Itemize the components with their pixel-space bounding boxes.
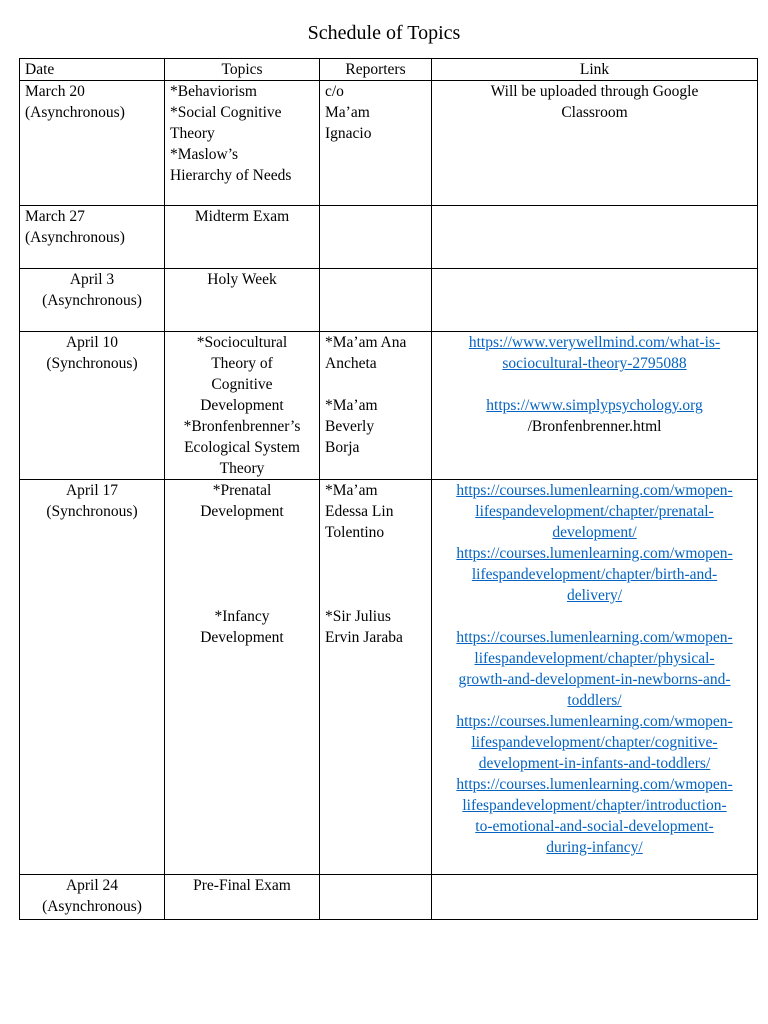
date-cell [20, 206, 165, 269]
date-text: April 10 [65, 334, 119, 351]
table-header-row [20, 59, 758, 81]
table-row [20, 480, 758, 875]
reporter-text: *Ma’am [325, 397, 378, 414]
schedule-table [19, 58, 758, 920]
link-cell [432, 480, 758, 875]
date-text: March 20 [25, 83, 85, 100]
link-cell [432, 875, 758, 920]
spacer [170, 543, 314, 564]
date-cell [20, 875, 165, 920]
reference-link[interactable]: lifespandevelopment/chapter/prenatal- [475, 503, 714, 520]
reference-link[interactable]: development/ [552, 524, 637, 541]
reporter-text: Edessa Lin [325, 503, 394, 520]
reporters-cell [320, 480, 432, 875]
session-type-text: (Asynchronous) [42, 898, 142, 915]
link-cell [432, 332, 758, 480]
column-header-topics: Topics [165, 59, 320, 81]
date-text: March 27 [25, 208, 85, 225]
spacer [325, 543, 426, 564]
reference-link[interactable]: https://courses.lumenlearning.com/wmopen- [456, 629, 733, 646]
spacer [325, 585, 426, 606]
topic-text: *Prenatal [212, 482, 272, 499]
date-cell [20, 332, 165, 480]
reference-link[interactable]: https://www.simplypsychology.org [486, 397, 703, 414]
table-row [20, 875, 758, 920]
reporter-text: Beverly [325, 418, 375, 435]
link-note-text: Classroom [561, 104, 628, 121]
reference-link[interactable]: during-infancy/ [546, 839, 643, 856]
reporters-cell [320, 875, 432, 920]
session-type-text: (Asynchronous) [25, 104, 125, 121]
table-row [20, 332, 758, 480]
reference-link[interactable]: lifespandevelopment/chapter/introduction- [462, 797, 727, 814]
topic-text: Theory [219, 460, 265, 477]
topic-text: *Social Cognitive [170, 104, 282, 121]
session-type-text: (Asynchronous) [25, 229, 125, 246]
topic-text: Hierarchy of Needs [170, 167, 292, 184]
topics-cell [165, 206, 320, 269]
column-header-reporters: Reporters [320, 59, 432, 81]
table-row [20, 81, 758, 206]
session-type-text: (Synchronous) [46, 503, 138, 520]
reporters-cell [320, 332, 432, 480]
spacer [325, 374, 426, 395]
reporter-text: Ervin Jaraba [325, 629, 403, 646]
reference-link[interactable]: toddlers/ [567, 692, 622, 709]
reporter-text: Ancheta [325, 355, 377, 372]
date-text: April 17 [65, 482, 119, 499]
reporter-text: Ma’am [325, 104, 370, 121]
session-type-text: (Synchronous) [46, 355, 138, 372]
link-note-text: Will be uploaded through Google [490, 83, 699, 100]
date-cell [20, 81, 165, 206]
reference-link[interactable]: https://courses.lumenlearning.com/wmopen- [456, 545, 733, 562]
topic-text: *Sociocultural [196, 334, 288, 351]
reference-link[interactable]: growth-and-development-in-newborns-and- [458, 671, 731, 688]
date-cell [20, 269, 165, 332]
reference-link[interactable]: lifespandevelopment/chapter/cognitive- [471, 734, 718, 751]
topics-cell [165, 269, 320, 332]
topics-cell [165, 480, 320, 875]
spacer [437, 606, 752, 627]
table-row [20, 206, 758, 269]
column-header-date: Date [20, 59, 165, 81]
reference-link[interactable]: https://courses.lumenlearning.com/wmopen- [456, 482, 733, 499]
reference-link[interactable]: lifespandevelopment/chapter/birth-and- [471, 566, 718, 583]
page-title: Schedule of Topics [307, 22, 461, 44]
reporters-cell [320, 81, 432, 206]
reference-link[interactable]: sociocultural-theory-2795088 [502, 355, 687, 372]
topic-text: *Bronfenbrenner’s [183, 418, 301, 435]
topic-text: *Behaviorism [170, 83, 257, 100]
topic-text: Pre-Final Exam [193, 877, 291, 894]
reference-link[interactable]: to-emotional-and-social-development- [475, 818, 714, 835]
reporters-cell [320, 206, 432, 269]
topic-text: Theory [170, 125, 215, 142]
reporter-text: Ignacio [325, 125, 372, 142]
topic-text: *Maslow’s [170, 146, 239, 163]
reference-link-suffix: /Bronfenbrenner.html [527, 418, 662, 435]
session-type-text: (Asynchronous) [42, 292, 142, 309]
topic-text: Midterm Exam [194, 208, 290, 225]
column-header-link: Link [432, 59, 758, 81]
topic-text: Ecological System [184, 439, 300, 456]
topic-text: Development [200, 503, 284, 520]
reference-link[interactable]: development-in-infants-and-toddlers/ [478, 755, 711, 772]
date-text: April 3 [69, 271, 115, 288]
reporter-text: *Sir Julius [325, 608, 391, 625]
spacer [170, 564, 314, 585]
topic-text: Development [200, 629, 284, 646]
reporters-cell [320, 269, 432, 332]
reference-link[interactable]: delivery/ [566, 587, 623, 604]
topic-text: Cognitive [211, 376, 273, 393]
reference-link[interactable]: https://courses.lumenlearning.com/wmopen- [456, 776, 733, 793]
reference-link[interactable]: https://www.verywellmind.com/what-is- [468, 334, 721, 351]
topic-text: *Infancy [214, 608, 270, 625]
date-text: April 24 [65, 877, 119, 894]
spacer [170, 522, 314, 543]
topics-cell [165, 332, 320, 480]
reference-link[interactable]: https://courses.lumenlearning.com/wmopen- [456, 713, 733, 730]
reporter-text: c/o [325, 83, 344, 100]
topic-text: Development [200, 397, 284, 414]
topics-cell [165, 875, 320, 920]
spacer [325, 564, 426, 585]
reporter-text: Tolentino [325, 524, 385, 541]
topic-text: Holy Week [207, 271, 277, 288]
date-cell [20, 480, 165, 875]
topic-text: Theory of [211, 355, 273, 372]
reporter-text: *Ma’am Ana [325, 334, 407, 351]
link-cell [432, 81, 758, 206]
topics-cell [165, 81, 320, 206]
link-cell [432, 206, 758, 269]
spacer [170, 585, 314, 606]
reference-link[interactable]: lifespandevelopment/chapter/physical- [474, 650, 715, 667]
link-cell [432, 269, 758, 332]
table-row [20, 269, 758, 332]
reporter-text: Borja [325, 439, 360, 456]
reporter-text: *Ma’am [325, 482, 378, 499]
spacer [437, 374, 752, 395]
